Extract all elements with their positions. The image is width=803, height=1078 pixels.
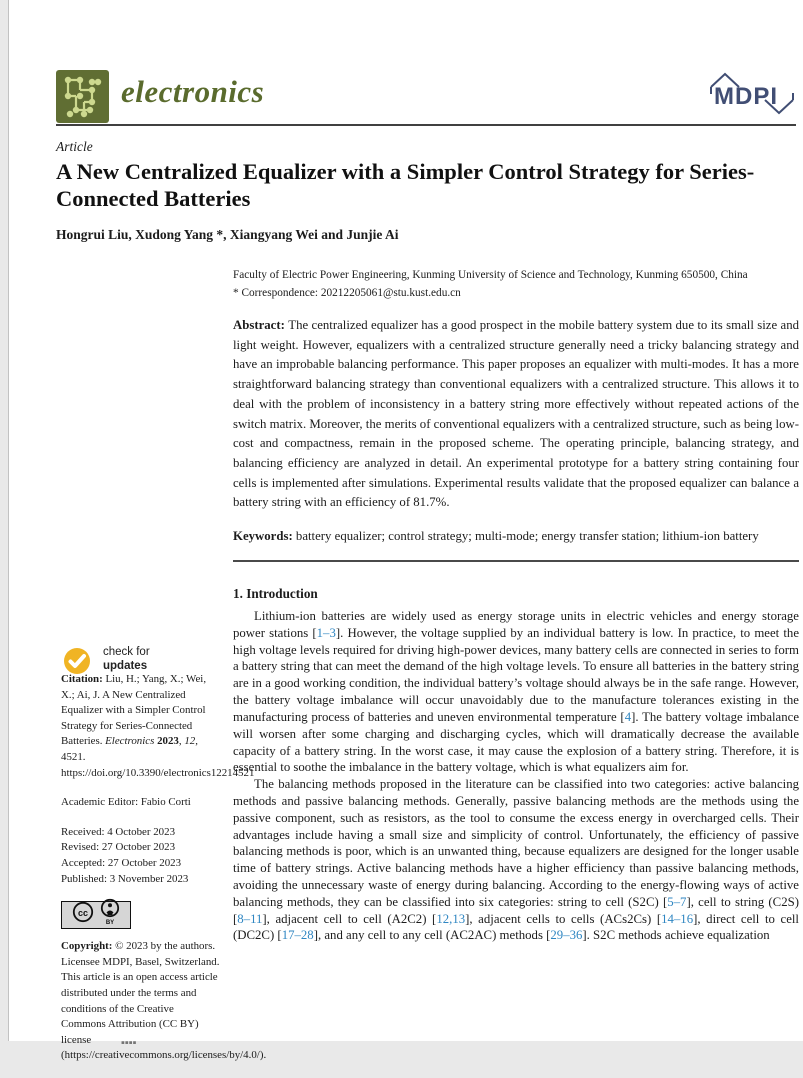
- journal-name: electronics: [121, 74, 265, 109]
- page-title: A New Centralized Equalizer with a Simpler Control Strategy for Series-Connected Batteries: [56, 159, 755, 212]
- citation-ref[interactable]: 14–16: [661, 911, 694, 926]
- clipped-next-line-fragment: ▪▪▪▪: [121, 1037, 137, 1049]
- article-type-label: Article: [56, 139, 93, 154]
- body-paragraph: Lithium-ion batteries are widely used as energy storage units in electric vehicles and energy storage power stations [1–3]. However, the voltage supplied by an individual battery is low. In practice, to meet the high voltage levels required for driving high-power devices, many battery cells are connected in series to form a battery string that can meet the demand of the high voltage levels. To ensure all batteries in the battery string are in a good working condition, the individual battery’s voltage should always be in the safe range. However, the battery voltage imbalance will occur unavoidably due to the manufacture tolerances existing in the manufacturing process of batteries and uneven environmental temperature [4]. The battery voltage imbalance will worsen after some charging and discharging cycles, which will dramatically decrease the available capacity of a battery string. In the worst case, it may cause the explosion of a battery string. Therefore, it is essential to soothe the imbalance in the battery voltage, which is what equalizers aim for.: [233, 609, 800, 775]
- svg-text:MDPI: MDPI: [714, 83, 778, 110]
- cc-icon: [72, 901, 94, 929]
- correspondence: * Correspondence: 20212205061@stu.kust.edu.cn: [233, 287, 461, 300]
- academic-editor: Academic Editor: Fabio Corti: [61, 796, 191, 809]
- citation-ref[interactable]: 4: [624, 709, 632, 724]
- check-updates-label: check for updates: [103, 646, 150, 673]
- intro-paragraphs: [233, 608, 799, 944]
- copyright-block: Copyright: © 2023 by the authors. Licensee MDPI, Basel, Switzerland. This article is an open access article distributed under the terms and conditions of the Creative Commons Attribution (CC BY) license (https://creativecommons.org/licenses/by/4.0/).: [61, 940, 267, 1062]
- by-person-icon: [99, 899, 121, 931]
- affiliation: Faculty of Electric Power Engineering, Kunming University of Science and Technology, Kunming 650500, China: [233, 269, 748, 281]
- mdpi-logo: [707, 70, 797, 118]
- svg-text:cc: cc: [77, 908, 88, 919]
- citation-ref[interactable]: 8–11: [237, 911, 263, 926]
- citation-ref[interactable]: 12,13: [436, 911, 466, 926]
- svg-text:BY: BY: [105, 920, 114, 927]
- citation-ref[interactable]: 29–36: [550, 928, 583, 943]
- divider-rule: [233, 560, 799, 562]
- section-heading-introduction: 1. Introduction: [233, 586, 318, 601]
- citation-ref[interactable]: 17–28: [281, 928, 314, 943]
- keywords: Keywords: battery equalizer; control strategy; multi-mode; energy transfer station; lithium-ion battery: [233, 529, 759, 543]
- accepted-date: Accepted: 27 October 2023: [61, 856, 182, 869]
- received-date: Received: 4 October 2023: [61, 825, 176, 838]
- citation-ref[interactable]: 1–3: [316, 625, 336, 640]
- abstract: Abstract: The centralized equalizer has a good prospect in the mobile battery system due to its small size and light weight. However, equalizers with a centralized structure generally need a tricky balancing strategy and have an improbable balancing performance. This paper proposes an equalizer with multi-modes. It has a more straightforward balancing strategy than conventional equalizers with a centralized structure. This allows it to deal with the problem of inconsistency in a battery string more effectively without repeated actions of the switch matrix. Moreover, the merits of conventional equalizers with a centralized structure, such as being low-cost and compactness, remain in the proposed scheme. The operating principle, balancing strategy, and balancing efficiency are analyzed in detail. An experimental prototype for a battery string containing four cells is implemented after simulations. Experimental results validate that the proposed equalizer can balance a battery string with an efficiency of 81.7%.: [233, 318, 799, 510]
- electronics-logo-icon: [56, 70, 109, 123]
- revised-date: Revised: 27 October 2023: [61, 841, 176, 854]
- authors-line: Hongrui Liu, Xudong Yang *, Xiangyang Wei and Junjie Ai: [56, 227, 399, 242]
- citation-ref[interactable]: 5–7: [667, 894, 687, 909]
- published-date: Published: 3 November 2023: [61, 872, 189, 885]
- history-dates: [61, 825, 221, 887]
- header-rule: [56, 124, 796, 126]
- body-paragraph: The balancing methods proposed in the literature can be classified into two categories: active balancing methods and passive balancing methods. Generally, passive balancing methods are the methods using the passive component, such as resistors, as the tool to consume the excess energy in overcharged cells. Their advantages include having a small size and simplicity of control. Unfortunately, the efficiency of passive balancing methods is poor, which is an unwanted thing, because equalizers are designed for the longer usable time of battery strings. Active balancing methods have a higher efficiency than passive balancing methods, avoiding the unnecessary waste of energy during balancing. According to the energy-flowing ways of active balancing methods, they can be classified into six categories: string to cell (S2C) [5–7], cell to string (C2S) [8–11], adjacent cell to cell (A2C2) [12,13], adjacent cells to cells (ACs2Cs) [14–16], direct cell to cell (DC2C) [17–28], and any cell to any cell (AC2AC) methods [29–36]. S2C methods achieve equalization: [233, 777, 799, 943]
- cc-by-license-badge[interactable]: [61, 901, 131, 929]
- citation-block: Citation: Liu, H.; Yang, X.; Wei, X.; Ai, J. A New Centralized Equalizer with a Simpler Control Strategy for Series-Connected Batteries. Electronics 2023, 12, 4521. https://doi.org/10.3390/electronics12214521: [61, 673, 255, 779]
- pdf-page: [8, 0, 803, 1062]
- affiliation-block: [233, 266, 799, 302]
